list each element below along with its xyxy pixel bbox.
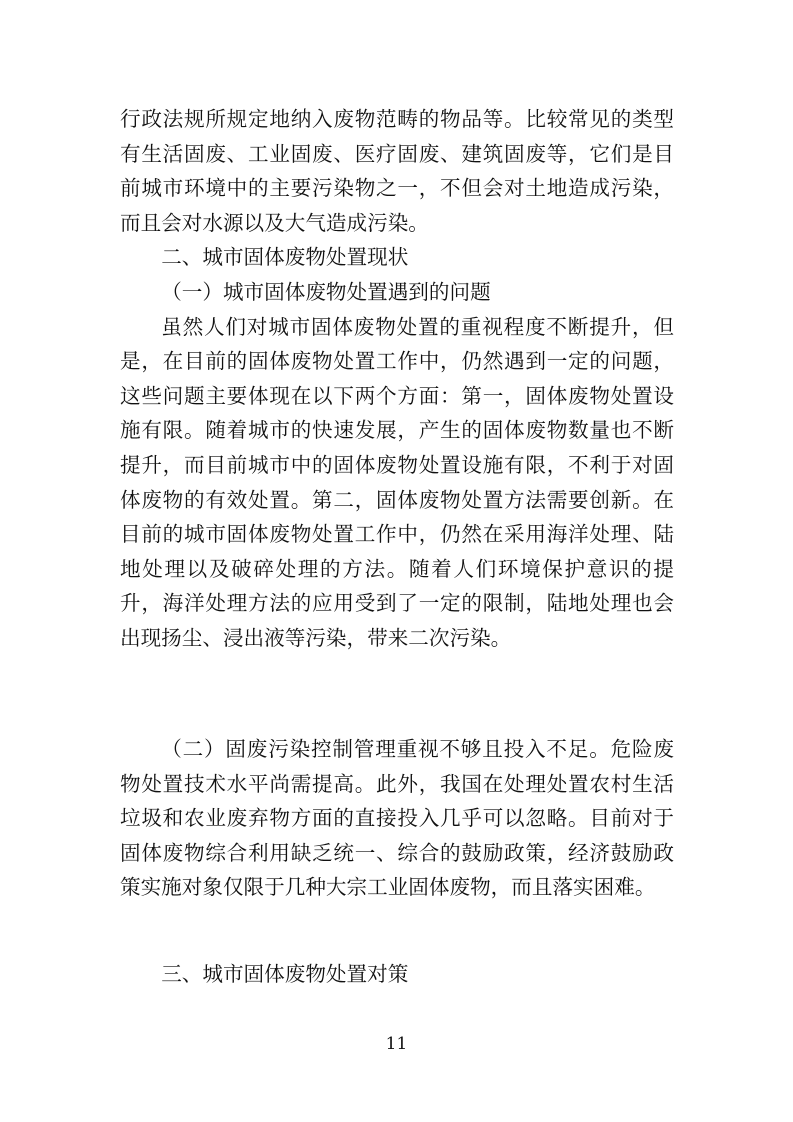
text-block-lower	[120, 957, 674, 992]
text-block-middle	[120, 732, 674, 905]
section-heading-2: 二、城市固体废物处置现状	[161, 245, 409, 270]
subsection-heading-1: （一）城市固体废物处置遇到的问题	[161, 279, 491, 304]
text-block-upper	[120, 102, 674, 656]
paragraph-problems: 虽然人们对城市固体废物处置的重视程度不断提升，但是，在目前的固体废物处置工作中，仍然遇到一定的问题，这些问题主要体现在以下两个方面：第一，固体废物处置设施有限。随着城市的快速发展，产生的固体废物数量也不断提升，而目前城市中的固体废物处置设施有限，不利于对固体废物的有效处置。第二，固体废物处置方法需要创新。在目前的城市固体废物处置工作中，仍然在采用海洋处理、陆地处理以及破碎处理的方法。随着人们环境保护意识的提升，海洋处理方法的应用受到了一定的限制，陆地处理也会出现扬尘、浸出液等污染，带来二次污染。	[120, 314, 674, 650]
section-heading-3: 三、城市固体废物处置对策	[161, 962, 409, 986]
paragraph-investment: （二）固废污染控制管理重视不够且投入不足。危险废物处置技术水平尚需提高。此外，我国在处理处置农村生活垃圾和农业废弃物方面的直接投入几乎可以忽略。目前对于固体废物综合利用缺乏统一、综合的鼓励政策，经济鼓励政策实施对象仅限于几种大宗工业固体废物，而且落实困难。	[120, 737, 674, 900]
paragraph-continuation: 行政法规所规定地纳入废物范畴的物品等。比较常见的类型有生活固废、工业固废、医疗固废、建筑固废等，它们是目前城市环境中的主要污染物之一，不但会对土地造成污染，而且会对水源以及大气造成污染。	[120, 107, 674, 235]
page-number: 11	[385, 1034, 408, 1054]
